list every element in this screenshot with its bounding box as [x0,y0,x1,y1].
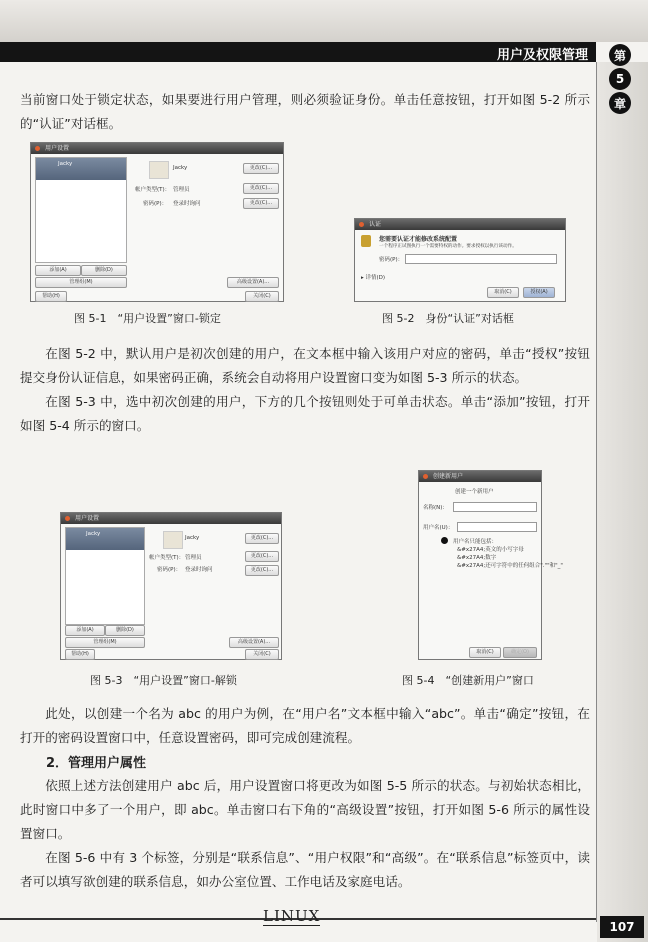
hint-line-2: &#x27A4;数字 [457,555,497,561]
create-user-subtitle: 创建一个新用户 [455,489,494,495]
page-number: 107 [600,916,644,938]
chapter-number: 5 [609,68,631,90]
lock-icon [361,235,371,247]
window-close-dot [65,516,70,521]
caption-fig-5-2: 图 5-2 身份“认证”对话框 [382,312,514,325]
section-heading: 2．管理用户属性 [46,756,147,771]
footer-logo: LINUX [263,907,321,925]
user-list-item-name: Jacky [86,531,101,537]
account-type-value: 管理员 [185,555,202,561]
figure-user-settings-locked [30,142,284,302]
username-combo[interactable] [457,522,537,532]
avatar [149,161,169,179]
paragraph-4: 此处，以创建一个名为 abc 的用户为例，在“用户名”文本框中输入“abc”。单击“确定”按钮，在打开的密码设置窗口中，任意设置密码，即可完成创建流程。 [20,706,590,745]
running-header-title: 用户及权限管理 [496,48,588,63]
add-button[interactable]: 添加(A) [65,625,105,636]
window-titlebar: 创建新用户 [419,471,541,482]
password-value: 登录时询问 [185,567,213,573]
change-type-button[interactable]: 更改(C)... [243,183,279,194]
hint-line-1: &#x27A4;英文的小写字母 [457,547,524,553]
user-list[interactable] [35,157,127,263]
figure-auth-dialog [354,218,566,302]
manage-groups-button[interactable]: 管理组(M) [65,637,145,648]
change-name-button[interactable]: 更改(C)... [245,533,279,544]
advanced-settings-button[interactable]: 高级设置(A)... [229,637,279,648]
password-label: 密码(P)： [157,567,182,573]
window-close-dot [359,222,364,227]
username-label: 用户名(U)： [423,525,454,531]
hint-line-3: &#x27A4;还可字符中的任何组合".""和"_" [457,563,563,569]
figure-create-user [418,470,563,660]
account-type-label: 帐户类型(T)： [135,187,171,193]
delete-button[interactable]: 删除(D) [105,625,145,636]
window-titlebar: 用户设置 [31,143,283,154]
window-close-dot [35,146,40,151]
paragraph-5: 依照上述方法创建用户 abc 后，用户设置窗口将更改为如图 5-5 所示的状态。与初始状态相比，此时窗口中多了一个用户，即 abc。单击窗口右下角的“高级设置”按钮，打开如图 5-6 所示的属性设置窗口。 [20,778,590,841]
close-button[interactable]: 关闭(C) [245,649,279,660]
user-list-item-selected[interactable] [36,158,126,180]
account-type-value: 管理员 [173,187,190,193]
chapter-tab [606,44,634,114]
hint-title: 用户名只能包括： [453,539,498,545]
caption-fig-5-3: 图 5-3 “用户设置”窗口-解锁 [90,674,237,687]
help-button[interactable]: 帮助(H) [35,291,67,302]
user-name: Jacky [173,165,188,171]
chapter-char-2: 章 [609,92,631,114]
top-band [0,0,648,42]
caption-fig-5-1: 图 5-1 “用户设置”窗口-锁定 [74,312,221,325]
running-header [0,42,596,62]
account-type-label: 帐户类型(T)： [149,555,185,561]
paragraph-1: 当前窗口处于锁定状态，如果要进行用户管理，则必须验证身份。单击任意按钮，打开如图 5-2 所示的“认证”对话框。 [20,92,590,131]
manage-groups-button[interactable]: 管理组(M) [35,277,127,288]
close-button[interactable]: 关闭(C) [245,291,279,302]
window-titlebar: 认证 [355,219,565,230]
change-password-button[interactable]: 更改(C)... [243,198,279,209]
advanced-settings-button[interactable]: 高级设置(A)... [227,277,279,288]
name-input[interactable] [453,502,537,512]
password-label: 密码(P)： [143,201,168,207]
auth-password-label: 密码(P)： [379,257,404,263]
auth-authorize-button[interactable]: 授权(A) [523,287,555,298]
create-ok-button[interactable]: 确定(O) [503,647,537,658]
user-list-item-selected[interactable] [66,528,144,550]
user-list-item-name: Jacky [58,161,73,167]
figure-user-settings-unlocked [60,512,282,660]
change-type-button[interactable]: 更改(C)... [245,551,279,562]
user-name: Jacky [185,535,200,541]
paragraph-3: 在图 5-3 中，选中初次创建的用户，下方的几个按钮则处于可单击状态。单击“添加”按钮，打开如图 5-4 所示的窗口。 [20,394,590,433]
avatar [163,531,183,549]
auth-password-input[interactable] [405,254,557,264]
auth-description: 一个程序正试图执行一个需要特权的动作。要求授权以执行该动作。 [379,244,517,249]
side-panel [597,62,648,942]
info-icon [441,537,448,544]
side-rule [596,62,597,922]
window-titlebar: 用户设置 [61,513,281,524]
auth-details-toggle[interactable]: ▸ 详情(D) [361,275,386,281]
paragraph-2: 在图 5-2 中，默认用户是初次创建的用户，在文本框中输入该用户对应的密码，单击“授权”按钮提交身份认证信息，如果密码正确，系统会自动将用户设置窗口变为如图 5-3 所示的状态。 [20,346,590,385]
user-list[interactable] [65,527,145,625]
window-close-dot [423,474,428,479]
paragraph-6: 在图 5-6 中有 3 个标签，分别是“联系信息”、“用户权限”和“高级”。在“联系信息”标签页中，读者可以填写欲创建的联系信息，如办公室位置、工作电话及家庭电话。 [20,850,590,889]
password-value: 登录时询问 [173,201,201,207]
name-label: 名称(N)： [423,505,448,511]
delete-button[interactable]: 删除(D) [81,265,127,276]
auth-heading: 您需要认证才能修改系统配置 [379,236,458,243]
auth-cancel-button[interactable]: 取消(C) [487,287,519,298]
help-button[interactable]: 帮助(H) [65,649,95,660]
add-button[interactable]: 添加(A) [35,265,81,276]
create-cancel-button[interactable]: 取消(C) [469,647,501,658]
change-password-button[interactable]: 更改(C)... [245,565,279,576]
caption-fig-5-4: 图 5-4 “创建新用户”窗口 [402,674,534,687]
change-name-button[interactable]: 更改(C)... [243,163,279,174]
chapter-char-1: 第 [609,44,631,66]
